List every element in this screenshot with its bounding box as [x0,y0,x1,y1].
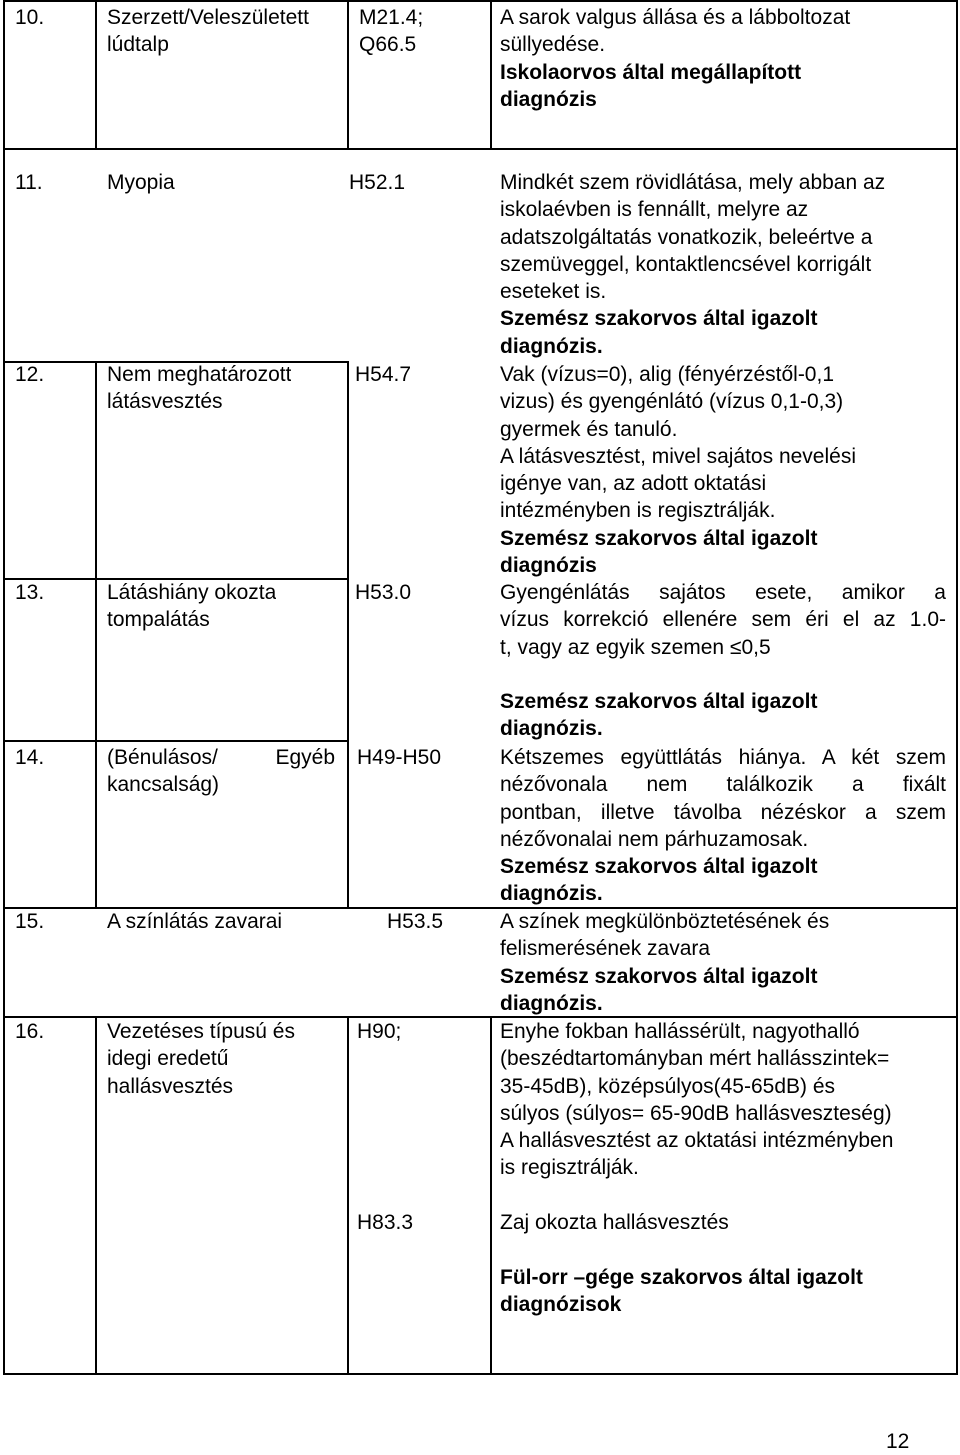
condition-description [500,361,946,579]
table-border-left [3,0,5,1374]
diagnosis-code [357,744,441,771]
verification-note: diagnózis. [500,717,603,741]
column-divider [490,1016,492,1374]
row-number: 11. [15,171,43,194]
diagnosis-code [387,908,443,935]
description-line: iskolaévben is fennállt, melyre az [500,198,809,222]
condition-name-line: tompalátás [107,608,210,632]
diagnosis-code [359,4,423,59]
condition-name [107,1018,295,1100]
diagnosis-code [349,169,405,196]
description-line: Vak (vízus=0), alig (fényérzéstől-0,1 [500,363,835,386]
condition-name-line: Myopia [107,171,175,194]
diagnosis-code-line: H54.7 [355,363,412,386]
condition-name-line: Nem meghatározott [107,363,292,386]
verification-note: diagnózis. [500,882,603,906]
column-divider [95,361,97,908]
description-line: Gyengénlátás sajátos esete, amikor a [500,581,946,604]
table-border-bottom [3,1373,958,1375]
description-line: igénye van, az adott oktatási [500,472,767,496]
verification-note: Szemész szakorvos által igazolt [500,690,818,714]
verification-note: diagnózis [500,554,597,578]
diagnosis-code-line: H52.1 [349,171,406,194]
verification-note: Szemész szakorvos által igazolt [500,855,818,879]
description-line: nézővonalai nem párhuzamosak. [500,827,809,851]
description-line: vizus) és gyengénlátó (vízus 0,1-0,3) [500,390,844,414]
description-line: Zaj okozta hallásvesztés [500,1211,729,1234]
condition-name [107,169,175,196]
blank-line [500,661,946,688]
row-divider [3,740,348,742]
verification-note: diagnózisok [500,1293,622,1317]
verification-note: diagnózis. [500,334,603,358]
verification-note: Szemész szakorvos által igazolt [500,964,818,988]
condition-description [500,579,946,743]
description-line: pontban, illetve távolba nézéskor a szem [500,800,946,824]
condition-name-line: Szerzett/Veleszületett [107,6,309,29]
column-divider [347,1016,349,1374]
condition-description [500,169,946,360]
table-border-top [3,0,958,2]
description-line: 35-45dB), középsúlyos(45-65dB) és [500,1074,836,1098]
verification-note: Iskolaorvos által megállapított [500,60,802,84]
description-line: is regisztrálják. [500,1156,639,1180]
description-line: (beszédtartományban mért hallásszintek= [500,1047,890,1071]
description-line: süllyedése. [500,33,606,57]
verification-note: Szemész szakorvos által igazolt [500,307,818,331]
condition-description [500,4,946,113]
description-line: vízus korrekció ellenére sem éri el az 1.0- [500,608,946,632]
condition-description [500,908,946,1017]
description-line: Mindkét szem rövidlátása, mely abban az [500,171,886,194]
verification-block [500,1264,946,1319]
condition-name [107,908,282,935]
condition-name-line: (Bénulásos/ Egyéb [107,746,335,769]
row-number: 13. [15,581,45,604]
condition-description [500,744,946,908]
description-line: nézővonala nem találkozik a fixált [500,773,946,797]
condition-description [500,1209,946,1236]
condition-name-line: Látáshiány okozta [107,581,277,604]
description-line: t, vagy az egyik szemen ≤0,5 [500,635,771,659]
diagnosis-code [355,579,411,606]
row-number: 10. [15,6,45,29]
diagnosis-code-line: Q66.5 [359,33,417,57]
verification-note: diagnózis. [500,991,603,1015]
description-line: felismerésének zavara [500,937,711,961]
row-number: 15. [15,910,45,933]
description-line: adatszolgáltatás vonatkozik, beleértve a [500,225,873,249]
description-line: intézményben is regisztrálják. [500,499,776,523]
description-line: A színek megkülönböztetésének és [500,910,830,933]
diagnosis-code: H90; [357,1020,402,1043]
verification-note: diagnózis [500,87,597,111]
description-line: súlyos (súlyos= 65-90dB hallásveszteség) [500,1101,892,1125]
verification-note: Szemész szakorvos által igazolt [500,526,818,550]
diagnosis-code-line: M21.4; [359,6,424,29]
condition-name-line: hallásvesztés [107,1074,234,1098]
condition-name [107,579,276,634]
page-number: 12 [886,1430,910,1453]
verification-note: Fül-orr –gége szakorvos által igazolt [500,1266,863,1289]
row-number: 12. [15,363,45,386]
condition-name [107,361,291,416]
condition-name-line: látásvesztés [107,390,223,414]
column-divider [347,0,349,148]
condition-name-line: Vezetéses típusú és [107,1020,295,1043]
diagnosis-code [355,361,411,388]
condition-name-line: kancsalság) [107,773,220,797]
description-line: Enyhe fokban hallássérült, nagyothalló [500,1020,860,1043]
description-line: gyermek és tanuló. [500,417,678,441]
row-divider [3,148,958,150]
diagnosis-code-line: H53.5 [387,910,444,933]
condition-name-line: lúdtalp [107,33,169,57]
table-border-right [956,0,958,1374]
description-line: szemüveggel, kontaktlencsével korrigált [500,252,872,276]
column-divider [347,361,349,908]
column-divider [95,1016,97,1374]
column-divider [95,0,97,148]
condition-description [500,1018,946,1182]
diagnosis-code-line: H53.0 [355,581,412,604]
description-line: eseteket is. [500,280,607,304]
condition-name-line: idegi eredetű [107,1047,229,1071]
description-line: Kétszemes együttlátás hiánya. A két szem [500,746,946,769]
condition-name [107,4,309,59]
description-line: A sarok valgus állása és a lábboltozat [500,6,851,29]
condition-name [107,744,335,799]
row-number: 14. [15,746,45,769]
description-line: A hallásvesztést az oktatási intézményben [500,1129,894,1153]
diagnosis-code: H83.3 [357,1211,414,1234]
column-divider [490,0,492,148]
condition-name-line: A színlátás zavarai [107,910,283,933]
diagnosis-code-line: H49-H50 [357,746,442,769]
row-number: 16. [15,1020,45,1043]
description-line: A látásvesztést, mivel sajátos nevelési [500,444,856,468]
